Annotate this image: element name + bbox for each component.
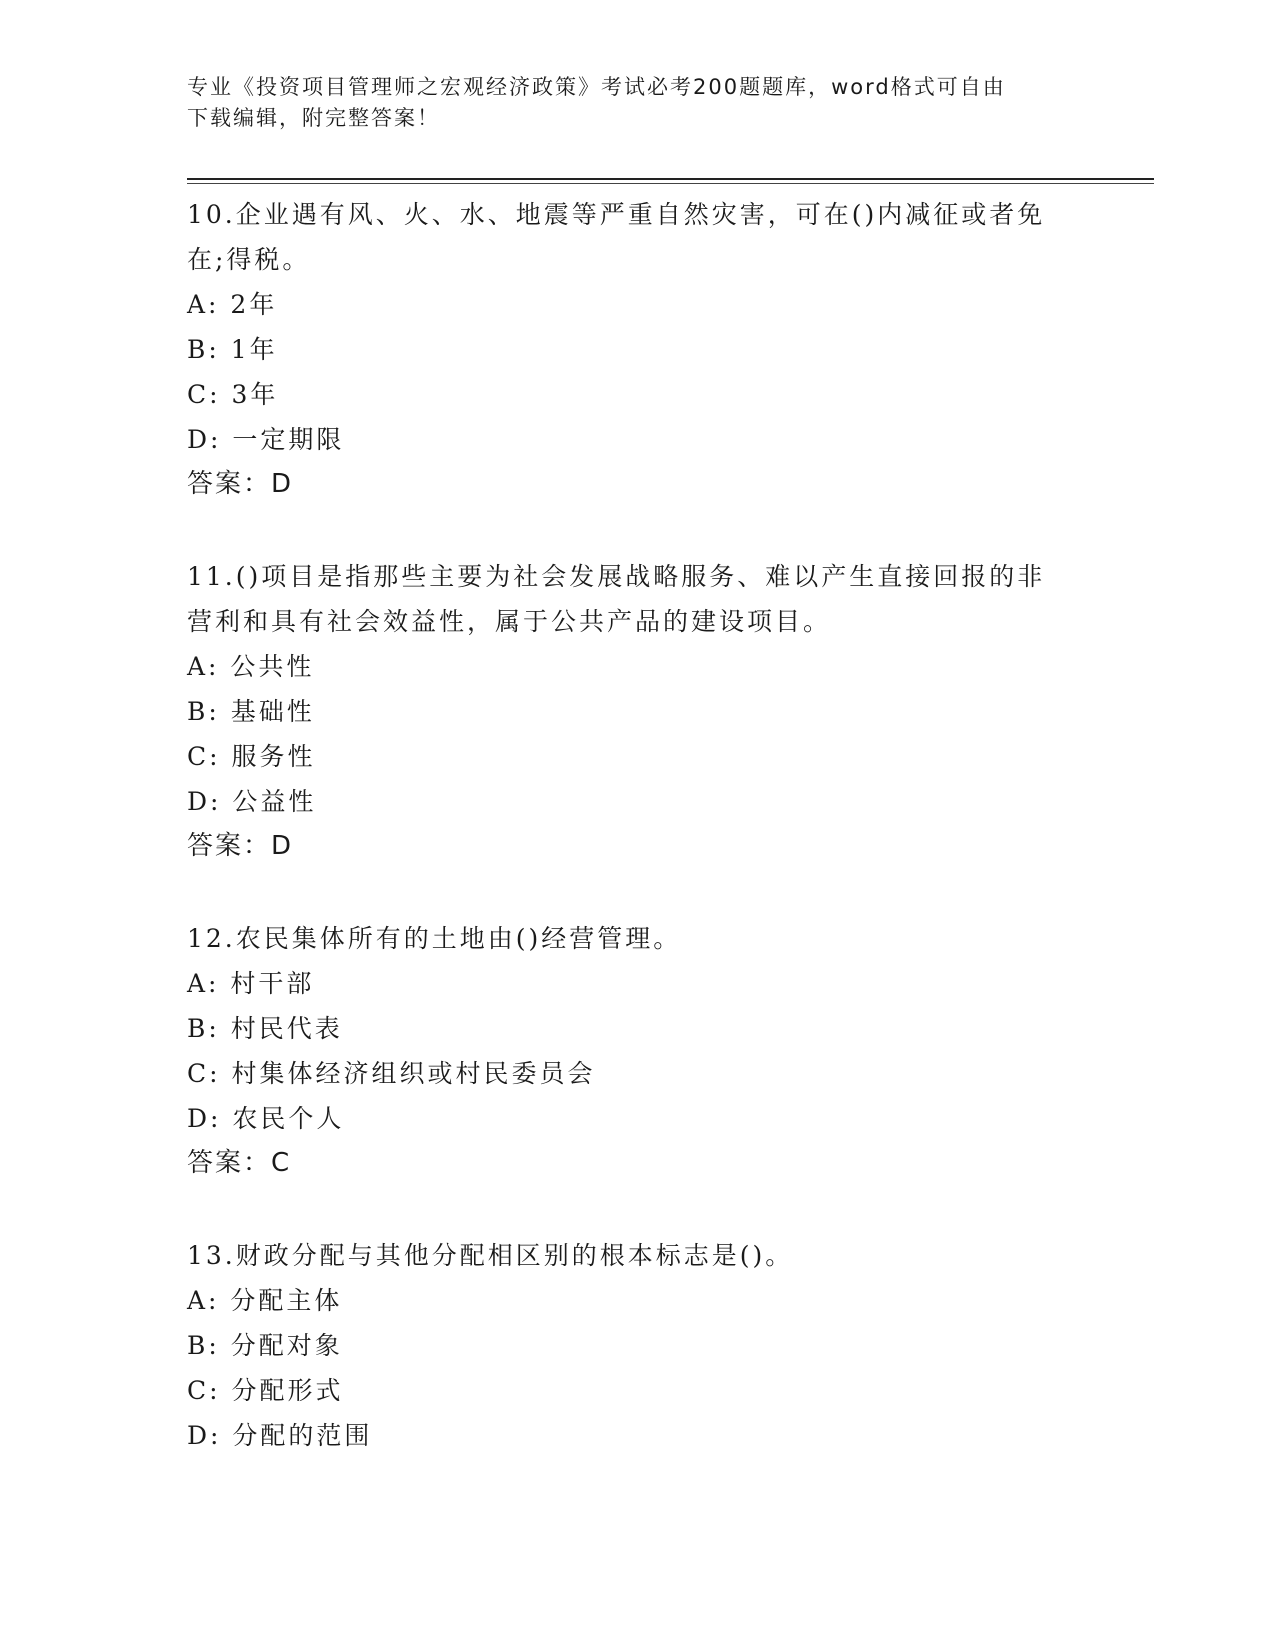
answer: 答案：D <box>187 831 294 861</box>
question-text-continued: 在;得税。 <box>187 245 311 274</box>
option-a: A: 分配主体 <box>187 1286 343 1315</box>
question-list <box>187 192 1087 1458</box>
header-line-1: 专业《投资项目管理师之宏观经济政策》考试必考200题题库，word格式可自由 <box>187 75 1006 99</box>
question-13 <box>187 1233 1087 1458</box>
option-d: D: 公益性 <box>187 787 317 816</box>
option-d: D: 农民个人 <box>187 1104 345 1133</box>
option-d: D: 分配的范围 <box>187 1421 373 1450</box>
question-spacer <box>187 869 1087 916</box>
document-header <box>187 72 1067 134</box>
option-b: B: 基础性 <box>187 697 315 726</box>
answer: 答案：C <box>187 1148 292 1178</box>
question-spacer <box>187 1186 1087 1233</box>
option-c: C: 3年 <box>187 380 279 409</box>
question-12 <box>187 916 1087 1186</box>
question-text: 12.农民集体所有的土地由()经营管理。 <box>187 924 682 953</box>
option-c: C: 村集体经济组织或村民委员会 <box>187 1059 596 1088</box>
option-b: B: 1年 <box>187 335 278 364</box>
answer: 答案：D <box>187 469 294 499</box>
question-text: 11.()项目是指那些主要为社会发展战略服务、难以产生直接回报的非 <box>187 562 1046 591</box>
option-a: A: 2年 <box>187 290 278 319</box>
option-c: C: 分配形式 <box>187 1376 344 1405</box>
question-text: 13.财政分配与其他分配相区别的根本标志是()。 <box>187 1241 794 1270</box>
option-c: C: 服务性 <box>187 742 316 771</box>
question-spacer <box>187 507 1087 554</box>
option-d: D: 一定期限 <box>187 425 345 454</box>
question-10 <box>187 192 1087 507</box>
header-line-2: 下载编辑，附完整答案！ <box>187 106 440 130</box>
option-a: A: 公共性 <box>187 652 315 681</box>
header-divider-thin <box>187 183 1154 184</box>
header-divider-thick <box>187 178 1154 180</box>
option-b: B: 村民代表 <box>187 1014 343 1043</box>
option-b: B: 分配对象 <box>187 1331 343 1360</box>
question-text-continued: 营利和具有社会效益性，属于公共产品的建设项目。 <box>187 607 832 636</box>
question-11 <box>187 554 1087 869</box>
option-a: A: 村干部 <box>187 969 315 998</box>
question-text: 10.企业遇有风、火、水、地震等严重自然灾害，可在()内减征或者免 <box>187 200 1046 229</box>
